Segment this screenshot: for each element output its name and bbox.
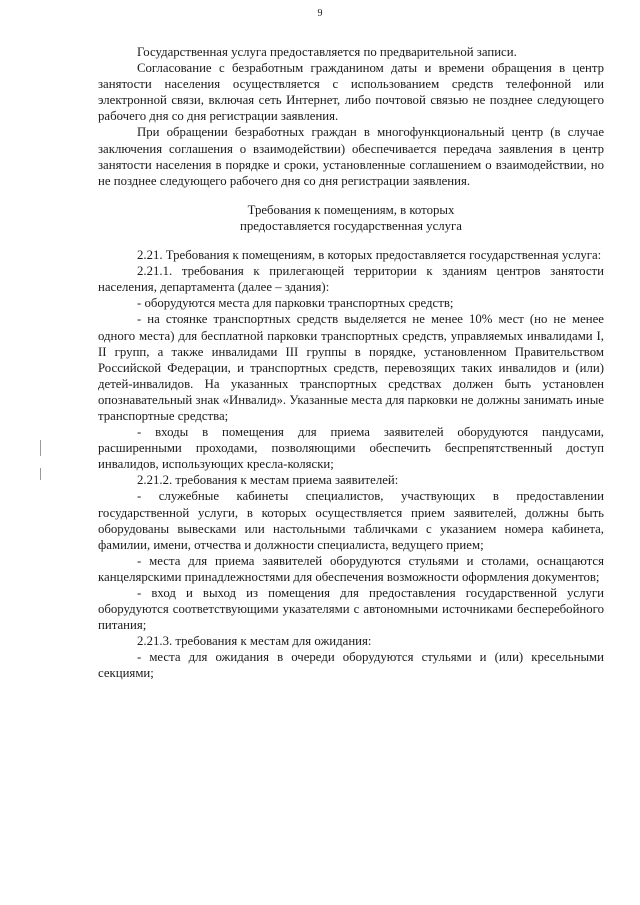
scan-margin-mark <box>40 440 41 456</box>
section-heading <box>98 202 604 234</box>
list-item-reception-furniture: - места для приема заявителей оборудуются стульями и столами, оснащаются канцелярскими принадлежностями для обеспечения возможности оформления документов; <box>98 553 604 584</box>
list-item-office-signs: - служебные кабинеты специалистов, участвующих в предоставлении государственной услуги, в которых осуществляется прием заявителей, должны быть оборудованы вывесками или настольными табличками с указанием номера кабинета, фамилии, имени, отчества и должности специалиста, ведущего прием; <box>98 489 604 552</box>
list-item-waiting-seats: - места для ожидания в очереди оборудуются стульями и (или) кресельными секциями; <box>98 650 604 681</box>
section-heading-line-2: предоставляется государственная услуга <box>240 218 462 233</box>
paragraph-mfc-transfer: При обращении безработных граждан в многофункциональный центр (в случае заключения соглашения о взаимодействии) обеспечивается передача заявления в центр занятости населения в порядке и сроки, установленные соглашением о взаимодействии, но не позднее следующего рабочего дня со дня регистрации заявления. <box>98 125 604 188</box>
paragraph-appointment-agreement: Согласование с безработным гражданином даты и времени обращения в центр занятости населения осуществляется с использованием средств телефонной или электронной связи, включая сеть Интернет, либо почтовой связью не позднее следующего рабочего дня со дня регистрации заявления. <box>98 61 604 124</box>
list-item-entrance-signs: - вход и выход из помещения для предоставления государственной услуги оборудуются соответствующими указателями с автономными источниками бесперебойного питания; <box>98 586 604 633</box>
paragraph-preliminary-appointment: Государственная услуга предоставляется по предварительной записи. <box>137 45 517 59</box>
list-item-parking: - оборудуются места для парковки транспортных средств; <box>137 296 454 311</box>
section-heading-line-1: Требования к помещениям, в которых <box>247 202 455 217</box>
scan-margin-mark <box>40 468 41 480</box>
document-body <box>98 44 604 682</box>
clause-2-21-3: 2.21.3. требования к местам для ожидания: <box>137 634 372 649</box>
clause-2-21-1: 2.21.1. требования к прилегающей территории к зданиям центров занятости населения, департамента (далее – здания): <box>98 264 604 295</box>
clause-2-21-2: 2.21.2. требования к местам приема заявителей: <box>137 473 399 488</box>
page-number: 9 <box>317 8 323 19</box>
list-item-disabled-parking: - на стоянке транспортных средств выделяется не менее 10% мест (но не менее одного места) для бесплатной парковки транспортных средств, управляемых инвалидами I, II групп, а также инвалидами III группы в порядке, установленном Правительством Российской Федерации, и транспортных средств, перевозящих таких инвалидов и (или) детей-инвалидов. На указанных транспортных средствах должен быть установлен опознавательный знак «Инвалид». Указанные места для парковки не должны занимать иные транспортные средства; <box>98 312 604 423</box>
clause-2-21: 2.21. Требования к помещениям, в которых предоставляется государственная услуга: <box>137 248 602 263</box>
list-item-ramps: - входы в помещения для приема заявителей оборудуются пандусами, расширенными проходами, позволяющими обеспечить беспрепятственный доступ инвалидов, использующих кресла-коляски; <box>98 425 604 472</box>
